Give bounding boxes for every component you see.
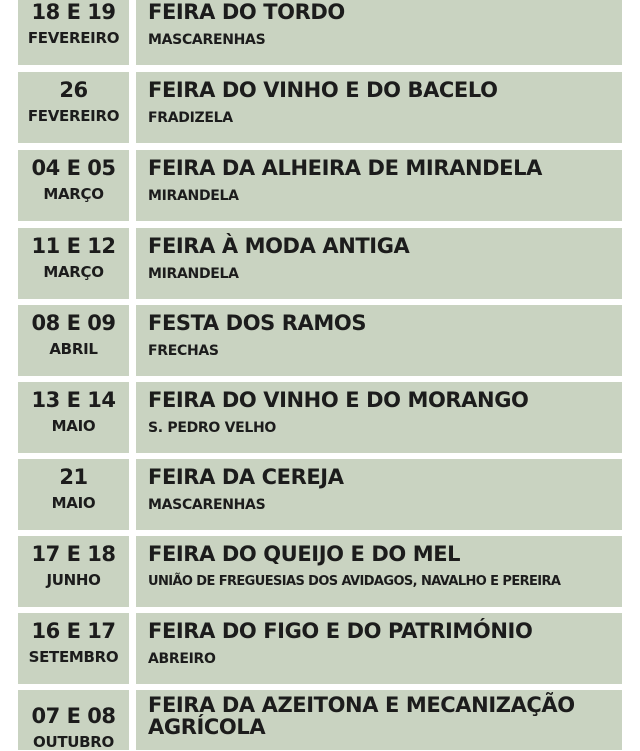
- event-row-mai-13: [18, 382, 622, 453]
- event-place: MIRANDELA: [148, 188, 239, 204]
- event-date: [18, 382, 129, 453]
- event-days: 13 E 14: [31, 388, 116, 412]
- event-title: FEIRA DO VINHO E DO MORANGO: [148, 388, 529, 412]
- event-days: 26: [59, 78, 88, 102]
- event-title: FEIRA DO VINHO E DO BACELO: [148, 78, 498, 102]
- event-title: FEIRA DO TORDO: [148, 0, 345, 24]
- event-place: S. PEDRO VELHO: [148, 420, 277, 436]
- event-title: FEIRA DA ALHEIRA DE MIRANDELA: [148, 156, 542, 180]
- event-info: [136, 536, 622, 607]
- event-info: [136, 72, 622, 143]
- event-info: [136, 690, 622, 750]
- event-month: OUTUBRO: [33, 733, 114, 751]
- event-row-out-07: [18, 690, 622, 750]
- event-date: [18, 305, 129, 376]
- event-days: 08 E 09: [31, 311, 116, 335]
- event-info: [136, 150, 622, 221]
- event-date: [18, 72, 129, 143]
- event-info: [136, 228, 622, 299]
- event-days: 11 E 12: [31, 234, 116, 258]
- event-info: [136, 459, 622, 530]
- event-row-set-16: [18, 613, 622, 684]
- event-date: [18, 0, 129, 65]
- event-title: FEIRA DO QUEIJO E DO MEL: [148, 542, 461, 566]
- event-row-abr-08: [18, 305, 622, 376]
- event-date: [18, 459, 129, 530]
- event-title: FEIRA DA CEREJA: [148, 465, 344, 489]
- event-row-mar-04: [18, 150, 622, 221]
- event-days: 16 E 17: [31, 619, 116, 643]
- event-month: FEVEREIRO: [27, 107, 120, 125]
- event-title: FEIRA À MODA ANTIGA: [148, 234, 410, 258]
- event-days: 04 E 05: [31, 156, 116, 180]
- event-row-jun-17: [18, 536, 622, 607]
- event-date: [18, 228, 129, 299]
- event-info: [136, 382, 622, 453]
- event-month: MAIO: [51, 494, 96, 512]
- event-place: FRECHAS: [148, 343, 219, 359]
- event-info: [136, 613, 622, 684]
- event-place: FRADIZELA: [148, 110, 233, 126]
- event-date: [18, 613, 129, 684]
- event-month: MAIO: [51, 417, 96, 435]
- event-place: UNIÃO DE FREGUESIAS DOS AVIDAGOS, NAVALHO E PEREIRA: [148, 574, 561, 589]
- event-info: [136, 305, 622, 376]
- event-month: JUNHO: [46, 571, 101, 589]
- event-days: 07 E 08: [31, 704, 116, 728]
- event-month: MARÇO: [43, 263, 104, 281]
- event-row-fev-18: [18, 0, 622, 65]
- event-month: ABRIL: [49, 340, 98, 358]
- event-place: MASCARENHAS: [148, 32, 266, 48]
- event-row-fev-26: [18, 72, 622, 143]
- event-title: FESTA DOS RAMOS: [148, 311, 367, 335]
- event-row-mai-21: [18, 459, 622, 530]
- event-title: FEIRA DA AZEITONA E MECANIZAÇÃO AGRÍCOLA: [148, 693, 575, 739]
- event-place: ABREIRO: [148, 651, 216, 667]
- event-info: [136, 0, 622, 65]
- event-date: [18, 150, 129, 221]
- event-date: [18, 536, 129, 607]
- event-place: MASCARENHAS: [148, 497, 266, 513]
- event-month: FEVEREIRO: [27, 29, 120, 47]
- event-days: 21: [59, 465, 88, 489]
- event-title: FEIRA DO FIGO E DO PATRIMÓNIO: [148, 619, 533, 643]
- event-date: [18, 690, 129, 750]
- event-days: 18 E 19: [31, 0, 116, 24]
- event-place: MIRANDELA: [148, 266, 239, 282]
- event-month: SETEMBRO: [28, 648, 119, 666]
- event-days: 17 E 18: [31, 542, 116, 566]
- event-row-mar-11: [18, 228, 622, 299]
- event-month: MARÇO: [43, 185, 104, 203]
